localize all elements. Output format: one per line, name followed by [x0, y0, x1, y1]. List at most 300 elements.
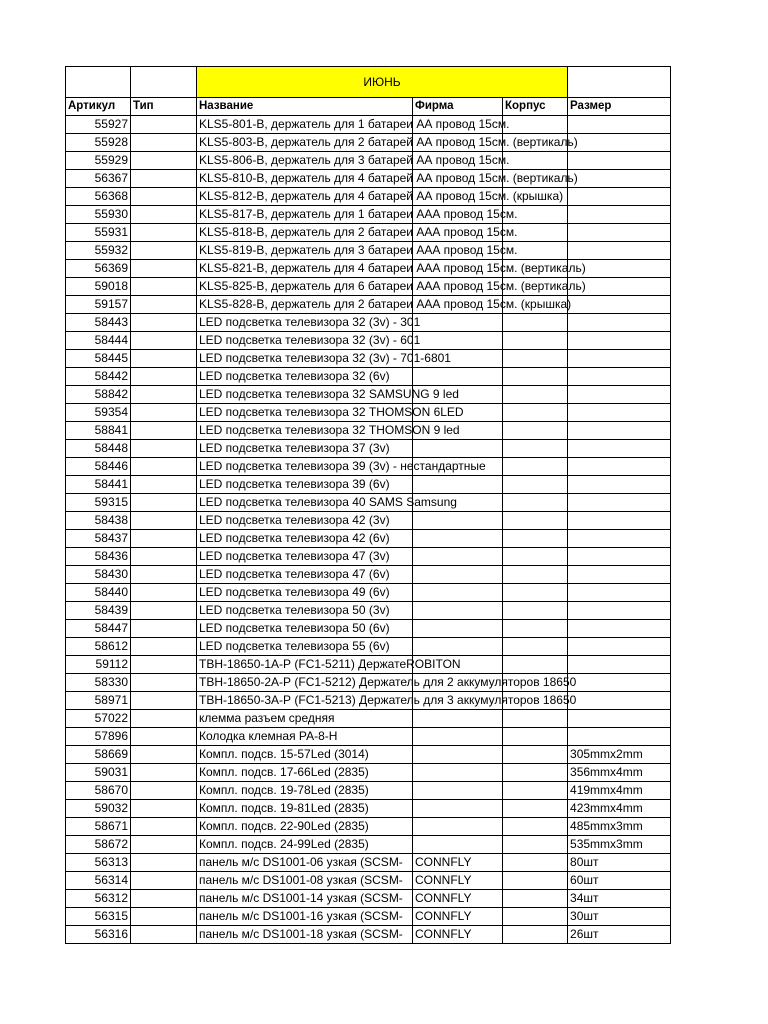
name-text: панель м/с DS1001-08 узкая (SCSM-	[199, 873, 403, 887]
firm-cell: CONNFLY	[413, 890, 503, 908]
firm-cell: CONNFLY	[413, 908, 503, 926]
name-cell	[197, 836, 413, 854]
name-cell	[197, 116, 510, 134]
name-text: ТВН-18650-1А-Р (FC1-5211) ДержатеROBITON	[199, 657, 461, 671]
article-cell: 58841	[66, 422, 131, 440]
size-cell: 535mmx3mm	[568, 836, 671, 854]
article-cell: 58437	[66, 530, 131, 548]
table-row	[66, 494, 671, 512]
empty-cell	[131, 67, 197, 98]
type-cell	[131, 512, 197, 530]
type-cell	[131, 656, 197, 674]
name-text: Компл. подсв. 19-81Led (2835)	[199, 801, 369, 815]
body-cell	[503, 314, 568, 332]
article-cell: 58971	[66, 692, 131, 710]
type-cell	[131, 764, 197, 782]
table-row	[66, 170, 671, 188]
table-row	[66, 188, 671, 206]
firm-cell: CONNFLY	[413, 872, 503, 890]
type-cell	[131, 278, 197, 296]
size-cell	[568, 170, 671, 188]
type-cell	[131, 224, 197, 242]
firm-cell	[413, 764, 503, 782]
name-text: LED подсветка телевизора 32 THOMSON 9 led	[199, 423, 460, 437]
type-cell	[131, 872, 197, 890]
body-cell	[503, 926, 568, 944]
table-row	[66, 818, 671, 836]
type-cell	[131, 710, 197, 728]
firm-cell	[413, 710, 503, 728]
header-size: Размер	[568, 98, 671, 116]
type-cell	[131, 332, 197, 350]
name-text: панель м/с DS1001-06 узкая (SCSM-	[199, 855, 403, 869]
table-row	[66, 710, 671, 728]
name-cell	[197, 260, 586, 278]
name-text: ТВН-18650-3А-Р (FC1-5213) Держатель для 3 аккумуляторов 18650	[199, 693, 577, 707]
size-cell: 419mmx4mm	[568, 782, 671, 800]
type-cell	[131, 188, 197, 206]
name-cell	[197, 584, 413, 602]
size-cell	[568, 620, 671, 638]
name-text: LED подсветка телевизора 49 (6v)	[199, 585, 390, 599]
size-cell	[568, 512, 671, 530]
name-text: LED подсветка телевизора 42 (3v)	[199, 513, 390, 527]
firm-cell	[413, 332, 503, 350]
name-text: KLS5-818-B, держатель для 2 батареи ААА провод 15см.	[199, 225, 518, 239]
table-row	[66, 764, 671, 782]
table-row	[66, 782, 671, 800]
size-cell	[568, 494, 671, 512]
name-cell	[197, 314, 421, 332]
article-cell: 59032	[66, 800, 131, 818]
table-row	[66, 728, 671, 746]
body-cell	[503, 908, 568, 926]
type-cell	[131, 170, 197, 188]
month-title: ИЮНЬ	[197, 67, 568, 98]
size-cell	[568, 692, 671, 710]
size-cell	[568, 296, 671, 314]
name-text: LED подсветка телевизора 47 (3v)	[199, 549, 390, 563]
article-cell: 59157	[66, 296, 131, 314]
name-text: KLS5-825-B, держатель для 6 батареи ААА провод 15см. (вертикаль)	[199, 279, 586, 293]
name-text: LED подсветка телевизора 32 SAMSUNG 9 led	[199, 387, 459, 401]
type-cell	[131, 908, 197, 926]
body-cell	[503, 728, 568, 746]
name-cell	[197, 134, 578, 152]
article-cell: 57896	[66, 728, 131, 746]
name-text: Компл. подсв. 17-66Led (2835)	[199, 765, 369, 779]
table-row	[66, 152, 671, 170]
size-cell	[568, 566, 671, 584]
name-cell	[197, 458, 486, 476]
body-cell	[503, 332, 568, 350]
name-cell	[197, 224, 518, 242]
size-cell	[568, 188, 671, 206]
name-cell	[197, 908, 413, 926]
table-row	[66, 674, 671, 692]
body-cell	[503, 836, 568, 854]
body-cell	[503, 746, 568, 764]
article-cell: 58448	[66, 440, 131, 458]
name-cell	[197, 566, 413, 584]
table-row	[66, 512, 671, 530]
body-cell	[503, 566, 568, 584]
size-cell: 356mmx4mm	[568, 764, 671, 782]
body-cell	[503, 638, 568, 656]
body-cell	[503, 854, 568, 872]
article-cell: 56314	[66, 872, 131, 890]
table-row	[66, 422, 671, 440]
body-cell	[503, 350, 568, 368]
empty-cell	[66, 67, 131, 98]
name-text: Компл. подсв. 24-99Led (2835)	[199, 837, 369, 851]
name-text: KLS5-819-B, держатель для 3 батареи ААА провод 15см.	[199, 243, 518, 257]
body-cell	[503, 476, 568, 494]
size-cell	[568, 224, 671, 242]
table-row	[66, 602, 671, 620]
type-cell	[131, 620, 197, 638]
type-cell	[131, 638, 197, 656]
type-cell	[131, 116, 197, 134]
body-cell	[503, 584, 568, 602]
body-cell	[503, 458, 568, 476]
type-cell	[131, 440, 197, 458]
type-cell	[131, 296, 197, 314]
table-row	[66, 224, 671, 242]
size-cell	[568, 548, 671, 566]
firm-cell	[413, 368, 503, 386]
table-row	[66, 260, 671, 278]
type-cell	[131, 890, 197, 908]
type-cell	[131, 494, 197, 512]
table-row	[66, 926, 671, 944]
name-cell	[197, 764, 413, 782]
type-cell	[131, 242, 197, 260]
table-row	[66, 854, 671, 872]
name-text: LED подсветка телевизора 32 (3v) - 701-6801	[199, 351, 451, 365]
size-cell	[568, 530, 671, 548]
name-text: LED подсветка телевизора 55 (6v)	[199, 639, 390, 653]
table-row	[66, 134, 671, 152]
title-row	[66, 67, 671, 98]
size-cell: 30шт	[568, 908, 671, 926]
article-cell: 58612	[66, 638, 131, 656]
name-text: KLS5-828-B, держатель для 2 батареи ААА провод 15см. (крышка)	[199, 297, 572, 311]
name-cell	[197, 872, 413, 890]
header-name: Название	[197, 98, 413, 116]
article-cell: 56368	[66, 188, 131, 206]
article-cell: 56315	[66, 908, 131, 926]
name-cell	[197, 512, 413, 530]
size-cell	[568, 584, 671, 602]
name-cell	[197, 296, 572, 314]
name-cell	[197, 818, 413, 836]
article-cell: 58672	[66, 836, 131, 854]
type-cell	[131, 800, 197, 818]
table-row	[66, 548, 671, 566]
name-cell	[197, 656, 461, 674]
name-cell	[197, 476, 413, 494]
article-cell: 58440	[66, 584, 131, 602]
body-cell	[503, 440, 568, 458]
article-cell: 59354	[66, 404, 131, 422]
article-cell: 58446	[66, 458, 131, 476]
type-cell	[131, 854, 197, 872]
name-text: LED подсветка телевизора 32 (3v) - 301	[199, 315, 421, 329]
firm-cell	[413, 800, 503, 818]
article-cell: 56367	[66, 170, 131, 188]
firm-cell	[413, 476, 503, 494]
type-cell	[131, 350, 197, 368]
firm-cell	[413, 818, 503, 836]
table-row	[66, 296, 671, 314]
table-row	[66, 890, 671, 908]
name-text: LED подсветка телевизора 37 (3v)	[199, 441, 390, 455]
firm-cell	[413, 620, 503, 638]
name-text: LED подсветка телевизора 40 SAMS Samsung	[199, 495, 457, 509]
type-cell	[131, 746, 197, 764]
table-row	[66, 404, 671, 422]
name-cell	[197, 242, 518, 260]
name-cell	[197, 728, 413, 746]
size-cell	[568, 728, 671, 746]
type-cell	[131, 548, 197, 566]
firm-cell	[413, 728, 503, 746]
size-cell	[568, 710, 671, 728]
body-cell	[503, 764, 568, 782]
size-cell: 423mmx4mm	[568, 800, 671, 818]
name-text: KLS5-801-B, держатель для 1 батареи АА провод 15см.	[199, 117, 510, 131]
article-cell: 57022	[66, 710, 131, 728]
name-text: LED подсветка телевизора 39 (3v) - нестандартные	[199, 459, 486, 473]
name-text: LED подсветка телевизора 47 (6v)	[199, 567, 390, 581]
body-cell	[503, 512, 568, 530]
table-row	[66, 836, 671, 854]
name-cell	[197, 782, 413, 800]
body-cell	[503, 800, 568, 818]
size-cell	[568, 458, 671, 476]
article-cell: 58438	[66, 512, 131, 530]
firm-cell	[413, 782, 503, 800]
name-text: KLS5-821-B, держатель для 4 батареи ААА провод 15см. (вертикаль)	[199, 261, 586, 275]
size-cell	[568, 206, 671, 224]
header-article: Артикул	[66, 98, 131, 116]
body-cell	[503, 656, 568, 674]
table-row	[66, 566, 671, 584]
article-cell: 55928	[66, 134, 131, 152]
body-cell	[503, 152, 568, 170]
body-cell	[503, 890, 568, 908]
table-row	[66, 350, 671, 368]
body-cell	[503, 530, 568, 548]
price-sheet	[65, 66, 671, 944]
name-text: LED подсветка телевизора 32 (6v)	[199, 369, 390, 383]
article-cell: 56312	[66, 890, 131, 908]
table-row	[66, 908, 671, 926]
table-row	[66, 386, 671, 404]
firm-cell	[413, 746, 503, 764]
table-row	[66, 458, 671, 476]
name-text: LED подсветка телевизора 32 THOMSON 6LED	[199, 405, 464, 419]
article-cell: 58442	[66, 368, 131, 386]
article-cell: 59031	[66, 764, 131, 782]
size-cell	[568, 332, 671, 350]
article-cell: 58671	[66, 818, 131, 836]
name-text: KLS5-803-B, держатель для 2 батарей АА провод 15см. (вертикаль)	[199, 135, 578, 149]
article-cell: 58443	[66, 314, 131, 332]
name-text: Компл. подсв. 15-57Led (3014)	[199, 747, 369, 761]
name-text: LED подсветка телевизора 50 (3v)	[199, 603, 390, 617]
article-cell: 55927	[66, 116, 131, 134]
table-row	[66, 530, 671, 548]
name-text: LED подсветка телевизора 42 (6v)	[199, 531, 390, 545]
name-text: KLS5-810-B, держатель для 4 батарей АА провод 15см. (вертикаль)	[199, 171, 578, 185]
type-cell	[131, 404, 197, 422]
name-cell	[197, 602, 413, 620]
name-cell	[197, 440, 413, 458]
type-cell	[131, 458, 197, 476]
body-cell	[503, 872, 568, 890]
table-row	[66, 656, 671, 674]
name-cell	[197, 152, 510, 170]
type-cell	[131, 206, 197, 224]
size-cell	[568, 350, 671, 368]
name-cell	[197, 548, 413, 566]
size-cell	[568, 152, 671, 170]
body-cell	[503, 494, 568, 512]
name-cell	[197, 692, 577, 710]
type-cell	[131, 134, 197, 152]
table-row	[66, 314, 671, 332]
name-text: KLS5-812-B, держатель для 4 батарей АА провод 15см. (крышка)	[199, 189, 564, 203]
article-cell: 58447	[66, 620, 131, 638]
name-cell	[197, 710, 413, 728]
body-cell	[503, 602, 568, 620]
article-cell: 58670	[66, 782, 131, 800]
type-cell	[131, 260, 197, 278]
type-cell	[131, 314, 197, 332]
type-cell	[131, 530, 197, 548]
size-cell	[568, 116, 671, 134]
size-cell	[568, 314, 671, 332]
table-row	[66, 620, 671, 638]
type-cell	[131, 818, 197, 836]
name-cell	[197, 854, 413, 872]
name-text: KLS5-806-B, держатель для 3 батарей АА провод 15см.	[199, 153, 510, 167]
type-cell	[131, 926, 197, 944]
name-cell	[197, 638, 413, 656]
article-cell: 55929	[66, 152, 131, 170]
type-cell	[131, 386, 197, 404]
type-cell	[131, 782, 197, 800]
name-cell	[197, 620, 413, 638]
table-row	[66, 692, 671, 710]
article-cell: 56316	[66, 926, 131, 944]
name-text: Компл. подсв. 19-78Led (2835)	[199, 783, 369, 797]
size-cell	[568, 674, 671, 692]
type-cell	[131, 476, 197, 494]
name-text: ТВН-18650-2А-Р (FC1-5212) Держатель для 2 аккумуляторов 18650	[199, 675, 577, 689]
size-cell	[568, 404, 671, 422]
body-cell	[503, 116, 568, 134]
type-cell	[131, 674, 197, 692]
article-cell: 55932	[66, 242, 131, 260]
article-cell: 58441	[66, 476, 131, 494]
body-cell	[503, 368, 568, 386]
name-text: LED подсветка телевизора 39 (6v)	[199, 477, 390, 491]
type-cell	[131, 728, 197, 746]
table-row	[66, 368, 671, 386]
size-cell	[568, 638, 671, 656]
body-cell	[503, 404, 568, 422]
size-cell	[568, 440, 671, 458]
name-cell	[197, 674, 577, 692]
firm-cell	[413, 530, 503, 548]
name-cell	[197, 206, 518, 224]
table-row	[66, 278, 671, 296]
firm-cell	[413, 836, 503, 854]
type-cell	[131, 692, 197, 710]
name-cell	[197, 890, 413, 908]
type-cell	[131, 152, 197, 170]
name-cell	[197, 386, 459, 404]
name-cell	[197, 368, 413, 386]
body-cell	[503, 818, 568, 836]
type-cell	[131, 368, 197, 386]
name-cell	[197, 278, 586, 296]
firm-cell	[413, 584, 503, 602]
table-row	[66, 800, 671, 818]
header-row	[66, 98, 671, 116]
name-cell	[197, 170, 578, 188]
name-text: панель м/с DS1001-16 узкая (SCSM-	[199, 909, 403, 923]
article-cell: 58444	[66, 332, 131, 350]
size-cell: 26шт	[568, 926, 671, 944]
table-row	[66, 872, 671, 890]
header-firm: Фирма	[413, 98, 503, 116]
name-text: LED подсветка телевизора 50 (6v)	[199, 621, 390, 635]
body-cell	[503, 620, 568, 638]
size-cell: 305mmx2mm	[568, 746, 671, 764]
header-body: Корпус	[503, 98, 568, 116]
table-row	[66, 206, 671, 224]
article-cell: 59112	[66, 656, 131, 674]
empty-cell	[568, 67, 671, 98]
article-cell: 59315	[66, 494, 131, 512]
firm-cell	[413, 602, 503, 620]
body-cell	[503, 386, 568, 404]
article-cell: 58445	[66, 350, 131, 368]
name-cell	[197, 800, 413, 818]
article-cell: 58430	[66, 566, 131, 584]
firm-cell	[413, 512, 503, 530]
article-cell: 56369	[66, 260, 131, 278]
size-cell	[568, 134, 671, 152]
article-cell: 58669	[66, 746, 131, 764]
article-cell: 59018	[66, 278, 131, 296]
firm-cell: CONNFLY	[413, 854, 503, 872]
table-row	[66, 332, 671, 350]
name-cell	[197, 332, 421, 350]
name-text: панель м/с DS1001-18 узкая (SCSM-	[199, 927, 403, 941]
type-cell	[131, 584, 197, 602]
article-cell: 55931	[66, 224, 131, 242]
size-cell	[568, 476, 671, 494]
size-cell: 485mmx3mm	[568, 818, 671, 836]
size-cell: 60шт	[568, 872, 671, 890]
size-cell	[568, 242, 671, 260]
article-cell: 58439	[66, 602, 131, 620]
